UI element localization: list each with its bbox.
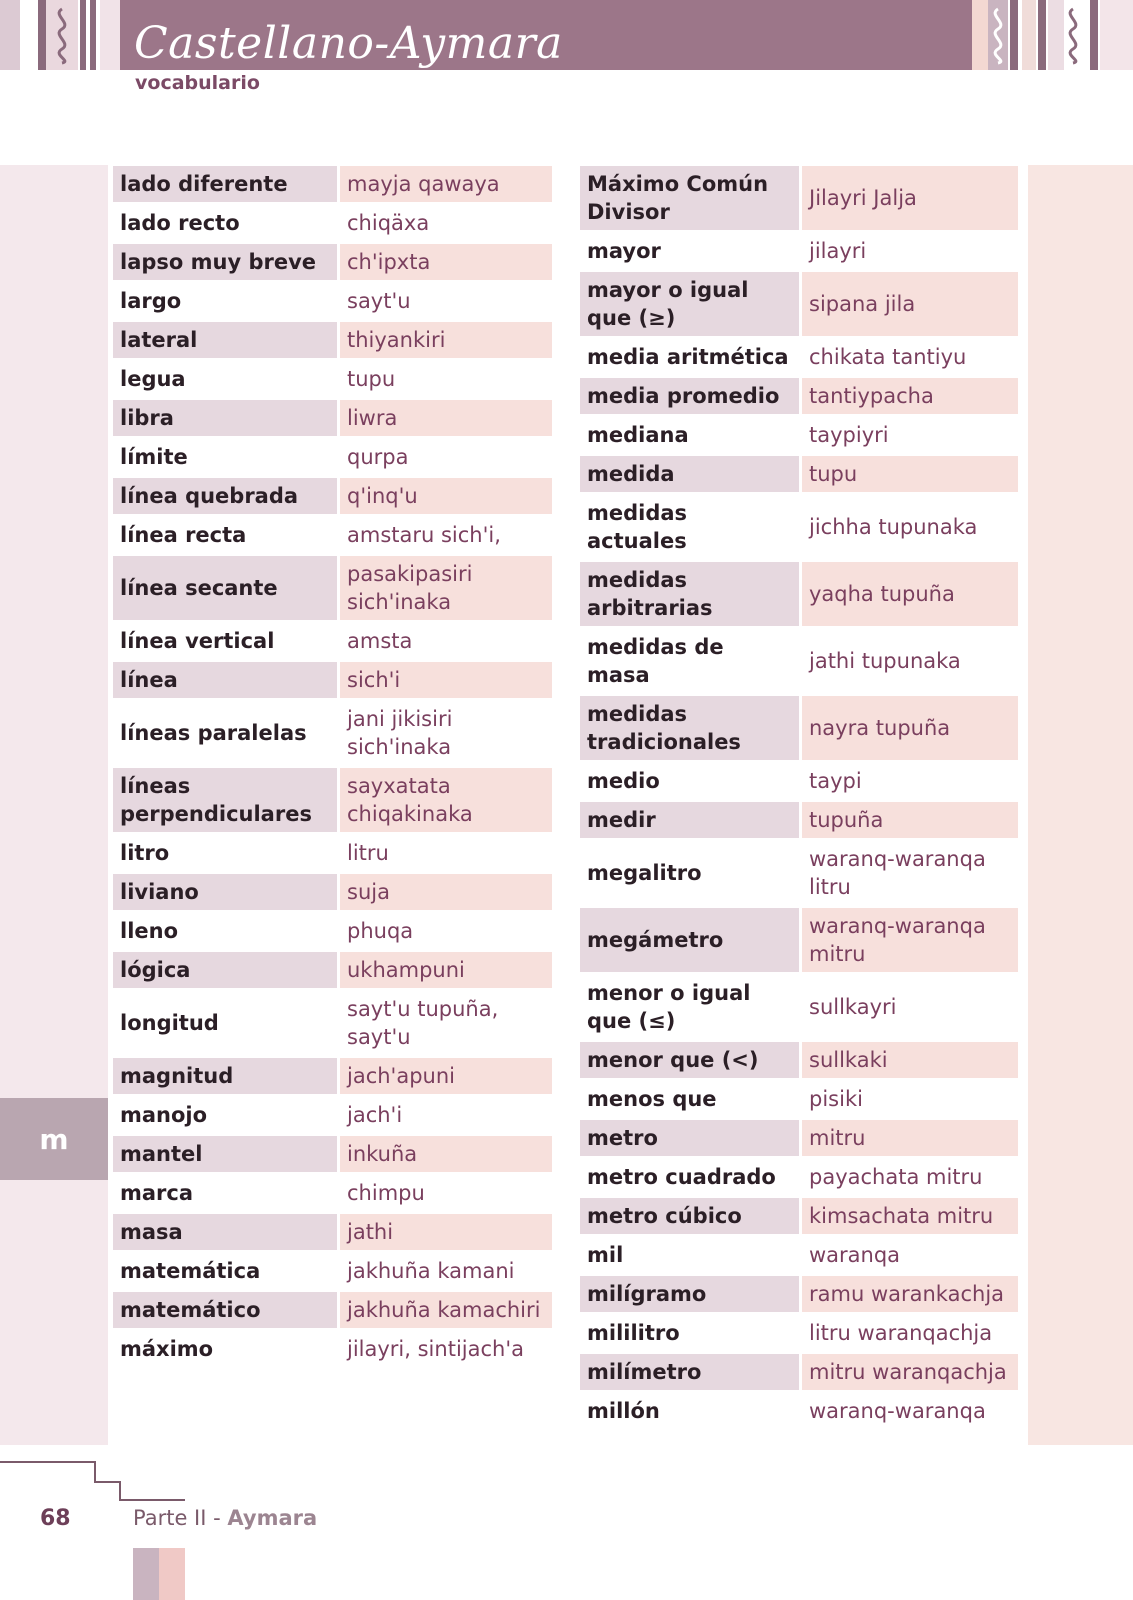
header-stripe [80,0,86,70]
spanish-term: matemática [120,1259,261,1283]
vocab-row [113,952,552,988]
vocab-row [113,1175,552,1211]
page-subtitle: vocabulario [135,72,260,94]
scroll-ornament-icon [985,2,1011,68]
spanish-term: mediana [587,423,689,447]
aymara-term: sayt'u [347,289,411,313]
vocab-row [113,768,552,832]
footer-part-label [133,1506,317,1530]
aymara-term: sich'i [340,662,552,698]
header-stripe [1038,0,1046,70]
aymara-term: mitru [802,1120,1018,1156]
spanish-term: mayor [587,239,661,263]
aymara-term: ukhampuni [340,952,552,988]
vocab-row [113,556,552,620]
vocab-row [113,991,552,1055]
vocab-column-left [113,166,552,1370]
vocab-row [580,696,1018,760]
aymara-term: kimsachata mitru [802,1198,1018,1234]
spanish-term: milígramo [580,1276,799,1312]
aymara-term: pasakipasiri sich'inaka [340,556,552,620]
aymara-term: q'inq'u [340,478,552,514]
footer-step-line [0,1460,190,1600]
vocab-row [113,361,552,397]
aymara-term: suja [340,874,552,910]
spanish-term: milímetro [580,1354,799,1390]
aymara-term: mitru waranqachja [802,1354,1018,1390]
spanish-term: longitud [120,1011,219,1035]
spanish-term: largo [120,289,182,313]
page-title: Castellano-Aymara [134,18,563,69]
vocab-row [113,1292,552,1328]
aymara-term: waranq-waranqa mitru [802,908,1018,972]
aymara-term: thiyankiri [340,322,552,358]
aymara-term: ramu warankachja [802,1276,1018,1312]
vocab-row [580,272,1018,336]
spanish-term: lado recto [120,211,240,235]
aymara-term: nayra tupuña [802,696,1018,760]
spanish-term: lado diferente [113,166,337,202]
spanish-term: magnitud [113,1058,337,1094]
vocab-row [580,1081,1018,1117]
aymara-term: inkuña [340,1136,552,1172]
spanish-term: matemático [113,1292,337,1328]
vocab-row [580,629,1018,693]
vocab-row [113,205,552,241]
vocab-row [113,400,552,436]
vocab-row [113,1331,552,1367]
spanish-term: mantel [113,1136,337,1172]
header-stripe [1100,0,1133,70]
spanish-term: lógica [113,952,337,988]
aymara-term: tupu [347,367,396,391]
vocab-row [580,562,1018,626]
header-stripe [38,0,46,70]
aymara-term: jilayri, sintijach'a [347,1337,524,1361]
spanish-term: menor que (<) [580,1042,799,1078]
aymara-term: jach'i [347,1103,403,1127]
vocab-row [580,339,1018,375]
spanish-term: libra [113,400,337,436]
footer-part-prefix: Parte II - [133,1506,228,1530]
aymara-term: tupu [802,456,1018,492]
vocab-row [113,1214,552,1250]
vocab-row [580,908,1018,972]
spanish-term: megámetro [580,908,799,972]
spanish-term: medir [580,802,799,838]
vocab-row [113,662,552,698]
spanish-term: megalitro [587,861,702,885]
spanish-term: línea vertical [120,629,275,653]
spanish-term: líneas paralelas [120,721,307,745]
header-stripe [100,0,120,70]
header-stripe [1010,0,1018,70]
aymara-term: jichha tupunaka [809,515,978,539]
aymara-term: jakhuña kamani [347,1259,515,1283]
aymara-term: taypiyri [809,423,889,447]
footer-part-name: Aymara [227,1506,318,1530]
header-stripe [20,0,38,70]
aymara-term: payachata mitru [809,1165,983,1189]
vocab-row [113,439,552,475]
vocab-row [113,701,552,765]
vocab-row [113,322,552,358]
spanish-term: mayor o igual que (≥) [580,272,799,336]
aymara-term: pisiki [809,1087,863,1111]
page-number: 68 [40,1506,71,1531]
vocab-row [580,1237,1018,1273]
spanish-term: máximo [120,1337,214,1361]
aymara-term: chiqäxa [347,211,430,235]
vocab-row [580,233,1018,269]
aymara-term: amsta [347,629,413,653]
section-letter-tab: m [0,1098,108,1180]
aymara-term: tupuña [802,802,1018,838]
aymara-term: amstaru sich'i, [347,523,501,547]
spanish-term: lapso muy breve [113,244,337,280]
aymara-term: jakhuña kamachiri [340,1292,552,1328]
spanish-term: línea [113,662,337,698]
vocab-row [580,495,1018,559]
vocab-row [580,378,1018,414]
aymara-term: sullkaki [802,1042,1018,1078]
spanish-term: menor o igual que (≤) [587,981,751,1033]
spanish-term: mililitro [587,1321,680,1345]
spanish-term: litro [120,841,170,865]
aymara-term: taypi [809,769,862,793]
aymara-term: sayxatata chiqakinaka [340,768,552,832]
vocab-row [113,283,552,319]
header-stripe [90,0,96,70]
scroll-ornament-icon [1060,2,1086,68]
spanish-term: lateral [113,322,337,358]
spanish-term: menos que [587,1087,717,1111]
vocab-column-right [580,166,1018,1432]
spanish-term: medidas tradicionales [580,696,799,760]
vocab-row [113,1097,552,1133]
spanish-term: marca [120,1181,194,1205]
aymara-term: qurpa [347,445,409,469]
spanish-term: líneas perpendiculares [113,768,337,832]
aymara-term: waranqa [809,1243,901,1267]
vocab-row [580,1276,1018,1312]
vocab-row [113,874,552,910]
vocab-row [580,975,1018,1039]
spanish-term: línea secante [113,556,337,620]
vocab-row [113,478,552,514]
spanish-term: masa [113,1214,337,1250]
aymara-term: jani jikisiri sich'inaka [347,707,453,759]
header-stripe [1090,0,1098,70]
vocab-row [113,1253,552,1289]
aymara-term: liwra [340,400,552,436]
spanish-term: millón [587,1399,660,1423]
aymara-term: phuqa [347,919,414,943]
spanish-term: media promedio [580,378,799,414]
spanish-term: metro cúbico [580,1198,799,1234]
vocab-row [113,623,552,659]
left-margin-band [0,165,108,1445]
vocab-row [580,1198,1018,1234]
spanish-term: medida [580,456,799,492]
vocab-row [580,1120,1018,1156]
aymara-term: jilayri [809,239,867,263]
aymara-term: jach'apuni [340,1058,552,1094]
aymara-term: jathi [340,1214,552,1250]
spanish-term: metro cuadrado [587,1165,776,1189]
aymara-term: mayja qawaya [340,166,552,202]
spanish-term: medio [587,769,660,793]
spanish-term: límite [120,445,188,469]
aymara-term: jathi tupunaka [809,649,961,673]
aymara-term: tantiypacha [802,378,1018,414]
header-stripe [0,0,20,70]
vocab-row [113,913,552,949]
vocab-row [113,166,552,202]
vocab-row [580,763,1018,799]
aymara-term: Jilayri Jalja [802,166,1018,230]
aymara-term: sullkayri [809,995,897,1019]
aymara-term: waranq-waranqa [809,1399,986,1423]
vocab-row [580,1042,1018,1078]
vocab-row [580,802,1018,838]
vocab-row [580,1354,1018,1390]
spanish-term: medidas actuales [587,501,688,553]
aymara-term: ch'ipxta [340,244,552,280]
vocab-row [580,1393,1018,1429]
right-margin-band [1028,165,1133,1445]
spanish-term: mil [587,1243,624,1267]
vocab-row [113,1058,552,1094]
spanish-term: línea quebrada [113,478,337,514]
aymara-term: sayt'u tupuña, sayt'u [347,997,499,1049]
vocab-row [580,841,1018,905]
vocab-row [113,835,552,871]
aymara-term: chikata tantiyu [809,345,967,369]
vocab-row [580,1159,1018,1195]
aymara-term: waranq-waranqa litru [809,847,986,899]
spanish-term: media aritmética [587,345,789,369]
aymara-term: chimpu [347,1181,425,1205]
spanish-term: legua [120,367,186,391]
aymara-term: litru waranqachja [809,1321,993,1345]
vocab-row [580,417,1018,453]
scroll-ornament-icon [49,2,75,68]
spanish-term: Máximo Común Divisor [580,166,799,230]
aymara-term: yaqha tupuña [802,562,1018,626]
spanish-term: medidas arbitrarias [580,562,799,626]
spanish-term: metro [580,1120,799,1156]
spanish-term: liviano [113,874,337,910]
vocab-row [113,244,552,280]
aymara-term: litru [347,841,389,865]
aymara-term: sipana jila [802,272,1018,336]
vocab-row [580,166,1018,230]
vocab-row [113,1136,552,1172]
vocab-row [113,517,552,553]
vocab-row [580,456,1018,492]
vocab-row [580,1315,1018,1351]
spanish-term: línea recta [120,523,247,547]
spanish-term: manojo [120,1103,208,1127]
spanish-term: lleno [120,919,179,943]
header-stripe [1022,0,1036,70]
spanish-term: medidas de masa [587,635,724,687]
